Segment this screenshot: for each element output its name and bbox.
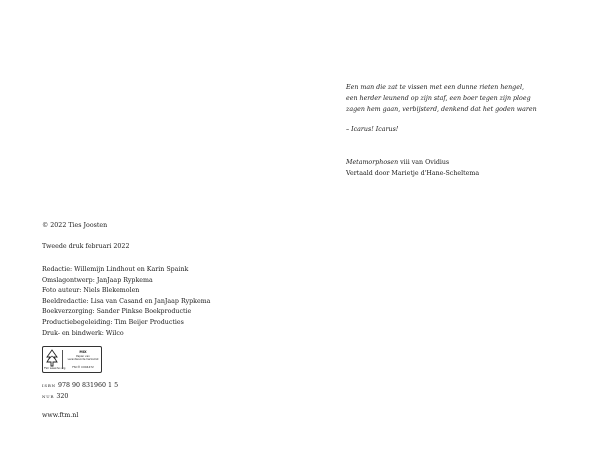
fsc-paper-line: verantwoorde herkomst <box>67 358 99 361</box>
fsc-logo <box>42 346 102 373</box>
epigraph-source <box>346 157 479 179</box>
book-numbers <box>42 381 118 402</box>
credit-line: Omslagontwerp: JanJaap Rypkema <box>42 276 153 284</box>
fsc-code: FSC® C004472 <box>72 365 94 369</box>
credit-line: Redactie: Willemijn Lindhout en Karin Spaink <box>42 266 189 273</box>
source-reference: viii van Ovidius <box>398 159 450 166</box>
isbn-line <box>42 381 118 392</box>
source-line <box>346 157 479 168</box>
translation-line: Vertaald door Marietje d'Hane-Scheltema <box>346 170 480 177</box>
source-title: Metamorphosen <box>346 159 399 166</box>
nur-label: nur <box>42 393 55 400</box>
fsc-paper-line: Papier van <box>76 355 90 358</box>
epigraph-exclamation: – Icarus! Icarus! <box>346 126 399 133</box>
fsc-mix: MIX <box>79 350 87 354</box>
credit-line: Boekverzorging: Sander Pinkse Boekproductie <box>42 308 192 316</box>
fsc-divider <box>62 350 63 369</box>
credit-line: Beeldredactie: Lisa van Casand en JanJaap Rypkema <box>42 297 211 305</box>
isbn-label: isbn <box>42 383 56 389</box>
nur-line <box>42 392 118 403</box>
credits-list <box>42 265 210 339</box>
fsc-brand-text: FSC <box>44 367 49 370</box>
epigraph-line: zagen hem gaan, verbijsterd, denkend dat het goden waren <box>346 106 537 113</box>
epigraph-line: een herder leunend op zijn staf, een boer tegen zijn ploeg <box>346 95 531 102</box>
epigraph-line: Een man die zat te vissen met een dunne rieten hengel, <box>346 84 524 91</box>
website-link: www.ftm.nl <box>42 412 79 419</box>
credit-line: Productiebegeleiding: Tim Beijer Producties <box>42 318 184 326</box>
copyright-line: © 2022 Ties Joosten <box>42 222 108 229</box>
fsc-site: www.fsc.org <box>49 367 66 370</box>
right-page <box>300 0 600 461</box>
nur-value: 320 <box>56 392 69 400</box>
isbn-value: 978 90 831960 1 5 <box>57 382 119 389</box>
fsc-paper-label <box>65 355 101 361</box>
edition-line: Tweede druk februari 2022 <box>42 243 130 250</box>
epigraph <box>346 82 596 135</box>
credit-line: Druk- en bindwerk: Wilco <box>42 329 124 337</box>
credit-line: Foto auteur: Niels Blekemolen <box>42 287 140 295</box>
